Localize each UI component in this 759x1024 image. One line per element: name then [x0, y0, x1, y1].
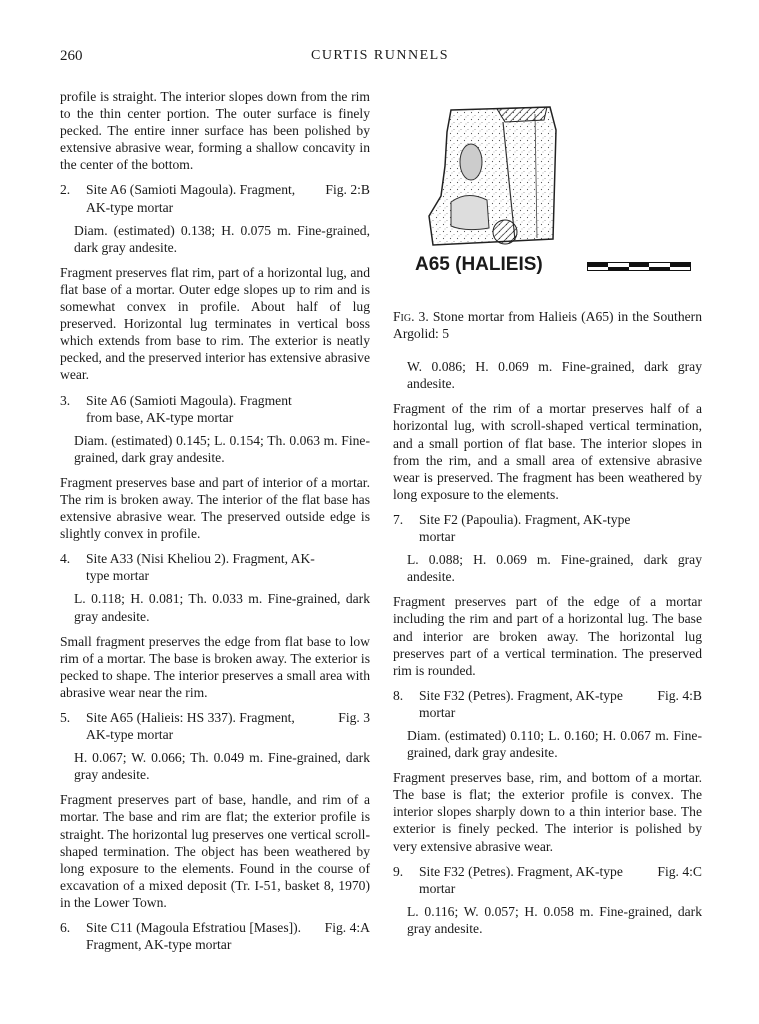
entry-number: 6. [60, 920, 71, 936]
entry-title: Site F2 (Papoulia). Fragment, AK-type mortar [419, 511, 631, 545]
entry-number: 8. [393, 687, 404, 703]
left-column [60, 88, 370, 959]
figure-3 [393, 104, 702, 304]
entry-title: Site F32 (Petres). Fragment, AK-type mortar [419, 863, 623, 896]
catalog-entry-4 [60, 550, 370, 584]
caption-text: Stone mortar from Halieis (A65) in the Southern Argolid: 5 [393, 309, 702, 342]
entry-title: Site C11 (Magoula Efstratiou [Mases]). Fragment, AK-type mortar [86, 920, 302, 953]
entry-number: 5. [60, 710, 71, 725]
figure-reference: Fig. 2:B [325, 182, 370, 198]
figure-reference: Fig. 3 [338, 710, 370, 725]
entry-measurements: Diam. (estimated) 0.138; H. 0.075 m. Fine-grained, dark gray andesite. [74, 222, 370, 255]
figure-reference: Fig. 4:C [657, 863, 702, 879]
scale-bar [587, 262, 691, 271]
intro-paragraph: profile is straight. The interior slopes down from the rim to the thin center portion. The outer surface is finely pecked. The entire inner surface has been polished by extensive abrasive wear, forming a shallow concavity in the center of the bottom. [60, 89, 370, 173]
figure-reference: Fig. 4:B [657, 687, 702, 703]
entry-description: Fragment preserves flat rim, part of a horizontal lug, and flat base of a mortar. Outer edge slopes up to rim and is somewhat convex in profile. About half of lug preserved. Horizontal lug terminates in vertical boss which extends from base to rim. The exterior is neatly pecked, and the preserved interior has extensive abrasive wear. [60, 264, 370, 383]
figure-caption [393, 308, 702, 342]
page-header [60, 48, 700, 72]
entry-measurements: L. 0.088; H. 0.069 m. Fine-grained, dark gray andesite. [407, 552, 702, 585]
catalog-entry-6 [60, 919, 370, 953]
rim-hatching [497, 107, 547, 122]
entry-number: 4. [60, 551, 71, 567]
right-column [393, 104, 702, 945]
catalog-entry-9 [393, 863, 702, 897]
entry-number: 2. [60, 182, 71, 198]
entry-title: Site A65 (Halieis: HS 337). Fragment, AK-type mortar [86, 710, 295, 743]
running-title: CURTIS RUNNELS [310, 48, 449, 63]
entry-description: Fragment preserves part of base, handle, and rim of a mortar. The base and rim are flat; the exterior profile is straight. The horizontal lug preserves one vertical scroll-shaped termination. The object has been weathered by long exposure to the elements. Found in the course of excavation of a mixed deposit (Tr. I-51, basket 8, 1970) in the Lower Town. [60, 792, 370, 910]
catalog-entry-3 [60, 392, 370, 426]
entry-measurements: Diam. (estimated) 0.145; L. 0.154; Th. 0.063 m. Fine-grained, dark gray andesite. [74, 432, 370, 465]
entry-description: Fragment preserves part of the edge of a mortar including the rim and part of a horizontal lug. The base and interior are broken away. The horizontal lug preserves part of a vertical termination. The preserved rim is rounded. [393, 594, 702, 678]
entry-number: 3. [60, 392, 71, 408]
entry-description: Fragment preserves base, rim, and bottom of a mortar. The base is flat; the exterior profile is convex. The interior slopes sharply down to a thin interior base. The exterior is finely pecked. The interior is polished by very extensive abrasive wear. [393, 770, 702, 854]
scroll-upper [460, 144, 482, 180]
figure-label-row [415, 256, 705, 280]
entry-number: 9. [393, 863, 404, 879]
figure-label: A65 (HALIEIS) [415, 254, 543, 275]
entry-measurements: L. 0.118; H. 0.081; Th. 0.033 m. Fine-grained, dark gray andesite. [74, 591, 370, 624]
catalog-entry-2 [60, 181, 370, 215]
break-section [493, 220, 517, 244]
entry-description: Fragment preserves base and part of interior of a mortar. The rim is broken away. The interior of the flat base has extensive abrasive wear. The preserved outside edge is slightly convex in profile. [60, 474, 370, 542]
entry-measurements: L. 0.116; W. 0.057; H. 0.058 m. Fine-grained, dark gray andesite. [407, 903, 702, 936]
entry-description: Small fragment preserves the edge from flat base to low rim of a mortar. The base is broken away. The exterior is pecked to shape. The interior preserves a small area with abrasive wear near the rim. [60, 633, 370, 700]
entry-title: Site F32 (Petres). Fragment, AK-type mortar [419, 687, 623, 720]
catalog-entry-7 [393, 511, 702, 545]
figure-reference: Fig. 4:A [324, 920, 370, 936]
catalog-entry-8 [393, 687, 702, 721]
entry-title: Site A6 (Samioti Magoula). Fragment, AK-type mortar [86, 182, 296, 215]
mortar-drawing [393, 104, 702, 254]
entry-measurements: Diam. (estimated) 0.110; L. 0.160; H. 0.067 m. Fine-grained, dark gray andesite. [407, 727, 702, 761]
entry-title: Site A33 (Nisi Kheliou 2). Fragment, AK-type mortar [86, 551, 315, 584]
entry-measurements: H. 0.067; W. 0.066; Th. 0.049 m. Fine-grained, dark gray andesite. [74, 750, 370, 783]
caption-prefix: Fig. 3. [393, 309, 429, 324]
entry-title: Site A6 (Samioti Magoula). Fragment from base, AK-type mortar [86, 392, 292, 425]
catalog-entry-5 [60, 709, 370, 743]
page-number: 260 [60, 48, 83, 64]
entry-measurements: W. 0.086; H. 0.069 m. Fine-grained, dark gray andesite. [407, 359, 702, 392]
scroll-lower [451, 195, 489, 229]
entry-number: 7. [393, 511, 404, 527]
entry-description: Fragment of the rim of a mortar preserves half of a horizontal lug, with scroll-shaped vertical termination, and a small portion of flat base. The interior slopes in from the rim, and a small area of extensive abrasive wear is preserved. The fragment has been weathered by long exposure to the elements. [393, 401, 702, 502]
